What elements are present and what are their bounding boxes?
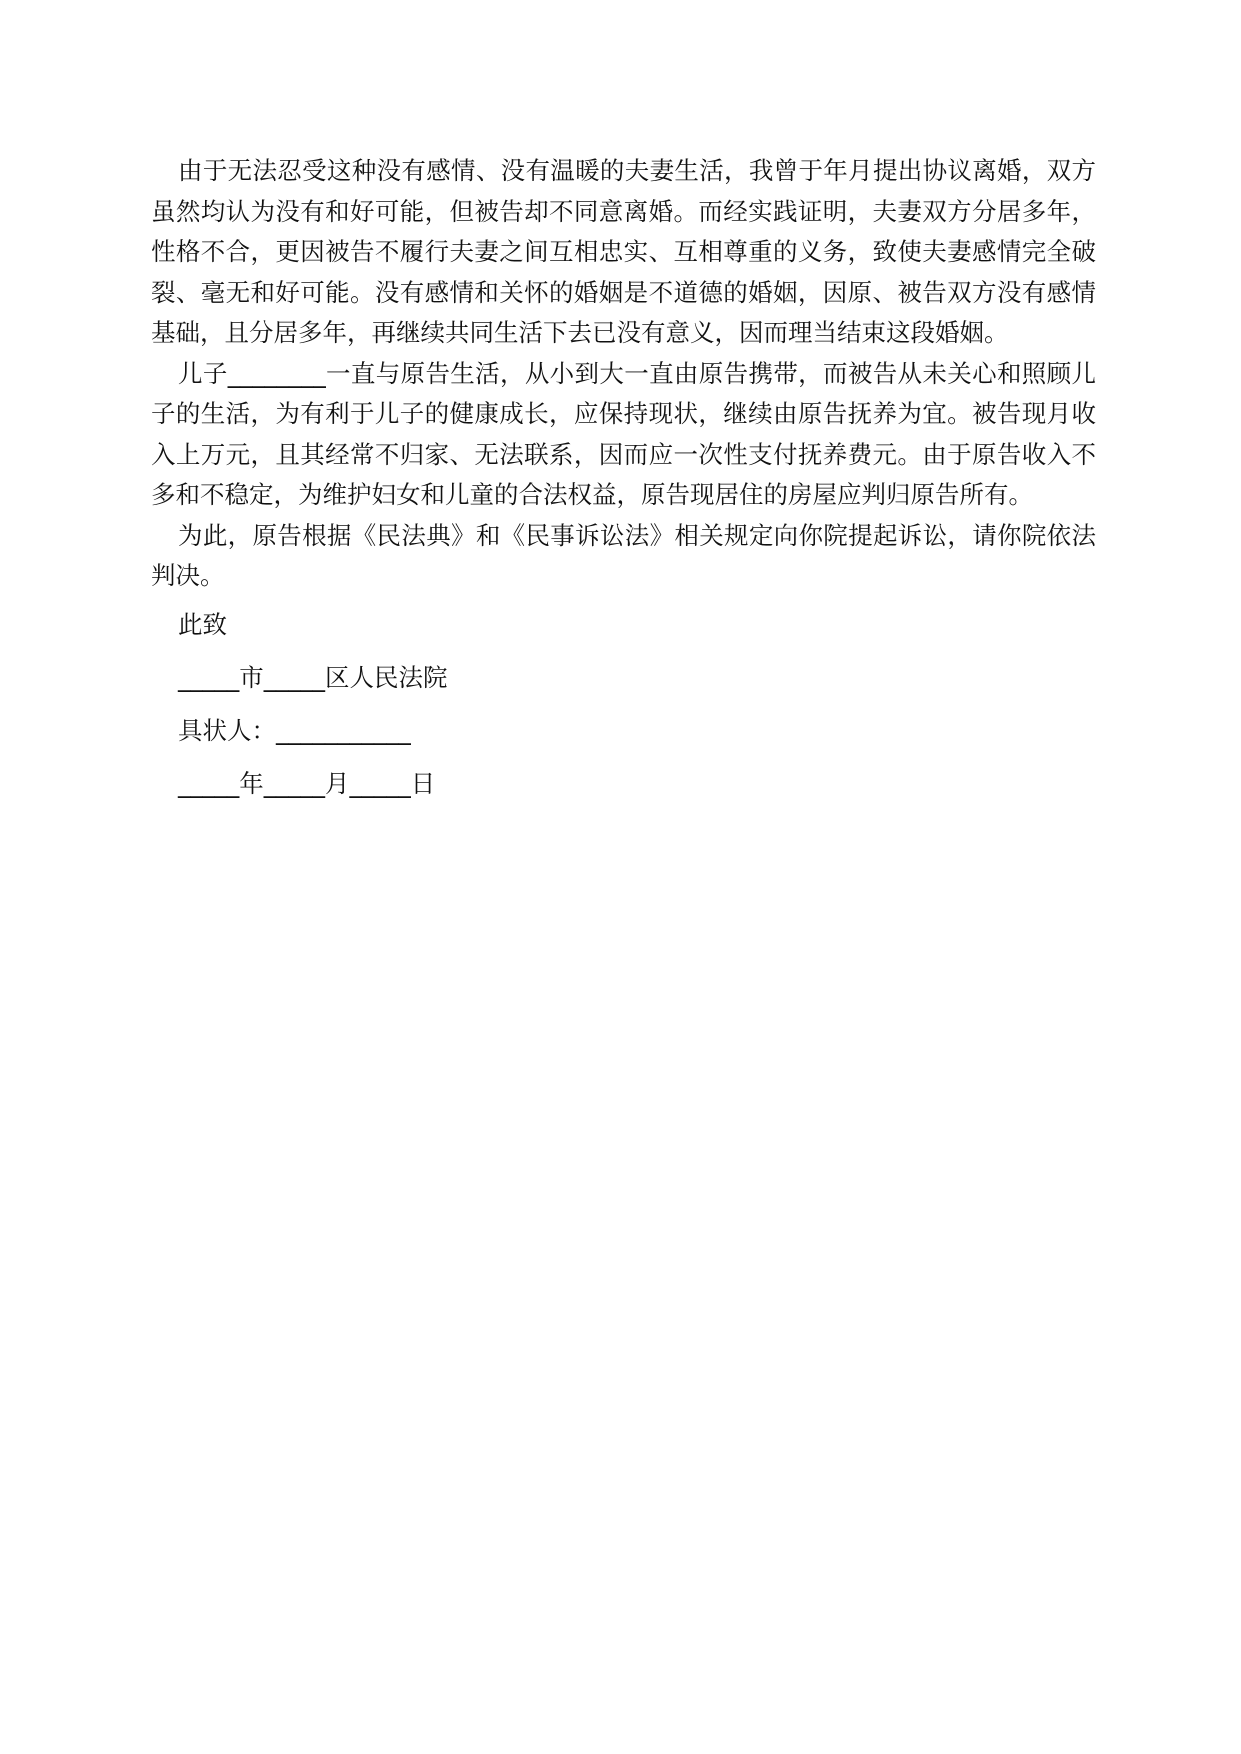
signer-line: 具状人：___________	[178, 715, 411, 745]
closing-salutation: 此致	[178, 609, 227, 639]
paragraph-lawsuit-request: 为此，原告根据《民法典》和《民事诉讼法》相关规定向你院提起诉讼，请你院依法判决。	[151, 520, 1096, 590]
date-line: _____年_____月_____日	[178, 768, 436, 798]
paragraph-divorce-reason: 由于无法忍受这种没有感情、没有温暖的夫妻生活，我曾于年月提出协议离婚，双方虽然均认为没有和好可能，但被告却不同意离婚。而经实践证明，夫妻双方分居多年，性格不合，更因被告不履行夫妻之间互相忠实、互相尊重的义务，致使夫妻感情完全破裂、毫无和好可能。没有感情和关怀的婚姻是不道德的婚姻，因原、被告双方没有感情基础，且分居多年，再继续共同生活下去已没有意义，因而理当结束这段婚姻。	[151, 156, 1096, 347]
paragraph-custody: 儿子________一直与原告生活，从小到大一直由原告携带，而被告从未关心和照顾儿子的生活，为有利于儿子的健康成长，应保持现状，继续由原告抚养为宜。被告现月收入上万元，且其经常不归家、无法联系，因而应一次性支付抚养费元。由于原告收入不多和不稳定，为维护妇女和儿童的合法权益，原告现居住的房屋应判归原告所有。	[151, 358, 1096, 509]
document-body	[151, 151, 1096, 810]
court-addressee: _____市_____区人民法院	[178, 662, 448, 692]
